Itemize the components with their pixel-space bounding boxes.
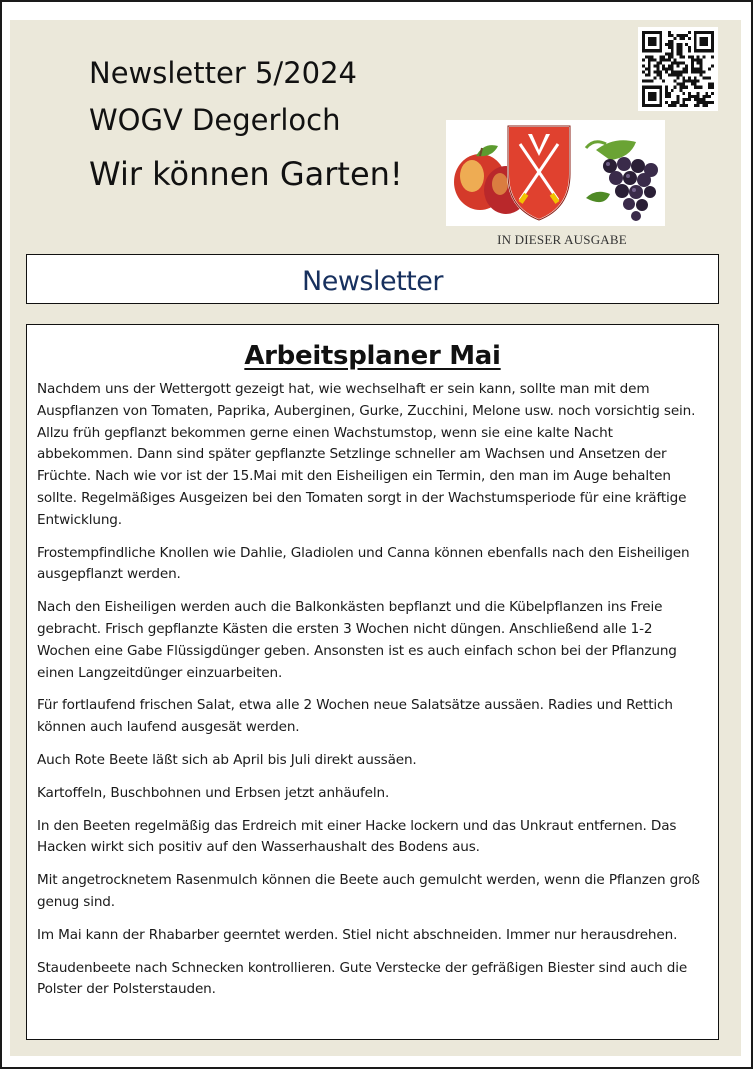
club-logo <box>446 120 665 226</box>
article-paragraph: Für fortlaufend frischen Salat, etwa alle 2 Wochen neue Salatsätze aussäen. Radies und Rettich können auch laufend ausgesät werden. <box>37 697 673 736</box>
article-paragraph: Mit angetrocknetem Rasenmulch können die Beete auch gemulcht werden, wenn die Pflanzen groß genug sind. <box>37 872 700 910</box>
article-paragraph: Im Mai kann der Rhabarber geerntet werden. Stiel nicht abschneiden. Immer nur herausdrehen. <box>37 926 678 943</box>
section-title: Newsletter <box>302 265 443 297</box>
article-paragraph: Staudenbeete nach Schnecken kontrollieren. Gute Verstecke der gefräßigen Biester sind auch die Polster der Polsterstauden. <box>37 959 688 998</box>
article-paragraph: In den Beeten regelmäßig das Erdreich mit einer Hacke lockern und das Unkraut entfernen. Das Hacken wirkt sich positiv auf den Wasserhaushalt des Bodens aus. <box>37 817 677 856</box>
crest-shield-icon <box>508 126 570 220</box>
article-paragraph: Kartoffeln, Buschbohnen und Erbsen jetzt anhäufeln. <box>37 784 390 801</box>
club-slogan: Wir können Garten! <box>89 155 403 193</box>
article-paragraph: Nachdem uns der Wettergott gezeigt hat, wie wechselhaft er sein kann, sollte man mit dem Auspflanzen von Tomaten, Paprika, Auberginen, Gurke, Zucchini, Melone usw. noch vorsichtig sein. Allzu früh gepflanzt bekommen gerne einen Wachstumstop, wenn sie eine kalte Nacht abbekommen. Dann sind später gepflanzte Setzlinge schneller am Wachsen und Ansetzen der Früchte. Nach wie vor ist der 15.Mai mit den Eisheiligen ein Termin, den man im Auge behalten sollte. Regelmäßiges Ausgeizen bei den Tomaten sorgt in der Wachstumsperiode für eine kräftige Entwicklung. <box>37 381 696 528</box>
article-paragraph: Frostempfindliche Knollen wie Dahlie, Gladiolen und Canna können ebenfalls nach den Eisheiligen ausgepflanzt werden. <box>37 544 690 583</box>
article-paragraph: Nach den Eisheiligen werden auch die Balkonkästen bepflanzt und die Kübelpflanzen ins Freie gebracht. Frisch gepflanzte Kästen die ersten 3 Wochen nicht düngen. Anschließend alle 1-2 Wochen eine Gabe Flüssigdünger geben. Ansonsten ist es auch einfach schon bei der Pflanzung einen Langzeitdünger einzuarbeiten. <box>37 599 677 681</box>
article-box <box>26 324 719 1040</box>
section-header <box>26 254 719 304</box>
article-paragraph: Auch Rote Beete läßt sich ab April bis Juli direkt aussäen. <box>37 751 417 768</box>
newsletter-issue-title: Newsletter 5/2024 <box>89 56 358 90</box>
article-title: Arbeitsplaner Mai <box>244 341 501 371</box>
issue-contents-caption: IN DIESER AUSGABE <box>497 232 627 247</box>
qr-code-icon[interactable] <box>638 27 718 111</box>
club-name: WOGV Degerloch <box>89 103 341 137</box>
grapes-icon <box>586 140 658 221</box>
